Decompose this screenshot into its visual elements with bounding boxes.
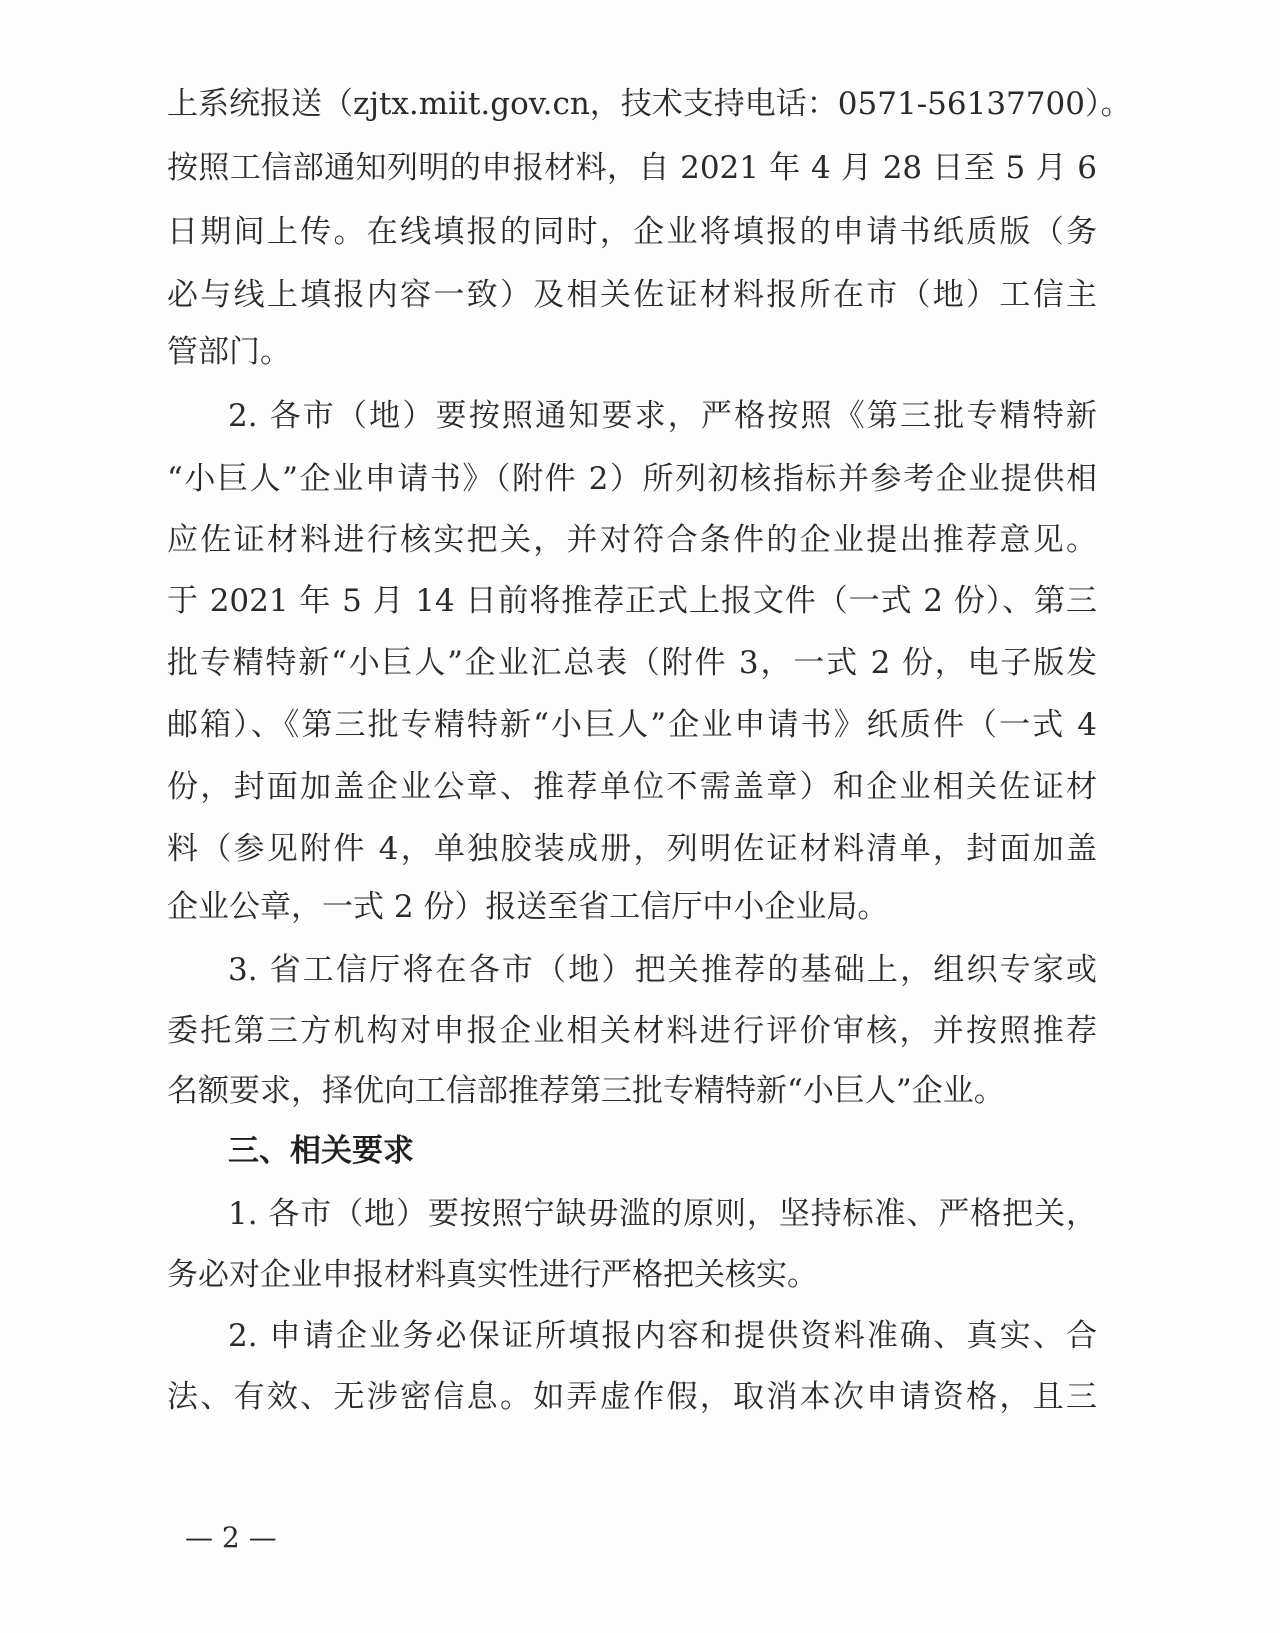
text-line: 2. 各市（地）要按照通知要求，严格按照《第三批专精特新 (228, 398, 1097, 434)
text-line: 上系统报送（zjtx.miit.gov.cn，技术支持电话：0571-56137700）。 (167, 86, 1132, 122)
page-number: — 2 — (185, 1521, 277, 1554)
text-line: 1. 各市（地）要按照宁缺毋滥的原则，坚持标准、严格把关， (228, 1196, 1097, 1232)
text-line: 名额要求，择优向工信部推荐第三批专精特新“小巨人”企业。 (167, 1073, 1005, 1109)
text-line: 于 2021 年 5 月 14 日前将推荐正式上报文件（一式 2 份）、第三 (167, 583, 1097, 619)
text-line: 日期间上传。在线填报的同时，企业将填报的申请书纸质版（务 (167, 214, 1097, 250)
text-line: 邮箱）、《第三批专精特新“小巨人”企业申请书》纸质件（一式 4 (167, 707, 1097, 743)
section-heading: 三、相关要求 (228, 1133, 414, 1169)
text-line: 管部门。 (167, 334, 291, 370)
text-line: 2. 申请企业务必保证所填报内容和提供资料准确、真实、合 (228, 1318, 1097, 1354)
text-line: 应佐证材料进行核实把关，并对符合条件的企业提出推荐意见。 (167, 522, 1097, 558)
text-line: 必与线上填报内容一致）及相关佐证材料报所在市（地）工信主 (167, 277, 1097, 313)
text-line: 法、有效、无涉密信息。如弄虚作假，取消本次申请资格，且三 (167, 1379, 1097, 1415)
text-line: 批专精特新“小巨人”企业汇总表（附件 3，一式 2 份，电子版发 (167, 645, 1097, 681)
text-line: 按照工信部通知列明的申报材料，自 2021 年 4 月 28 日至 5 月 6 (167, 150, 1097, 186)
text-line: 份，封面加盖企业公章、推荐单位不需盖章）和企业相关佐证材 (167, 769, 1097, 805)
text-line: 企业公章，一式 2 份）报送至省工信厅中小企业局。 (167, 889, 889, 925)
text-line: 3. 省工信厅将在各市（地）把关推荐的基础上，组织专家或 (228, 952, 1097, 988)
text-line: 委托第三方机构对申报企业相关材料进行评价审核，并按照推荐 (167, 1013, 1097, 1049)
text-line: 料（参见附件 4，单独胶装成册，列明佐证材料清单，封面加盖 (167, 831, 1097, 867)
text-line: “小巨人”企业申请书》（附件 2）所列初核指标并参考企业提供相 (167, 461, 1097, 497)
text-line: 务必对企业申报材料真实性进行严格把关核实。 (167, 1257, 818, 1293)
